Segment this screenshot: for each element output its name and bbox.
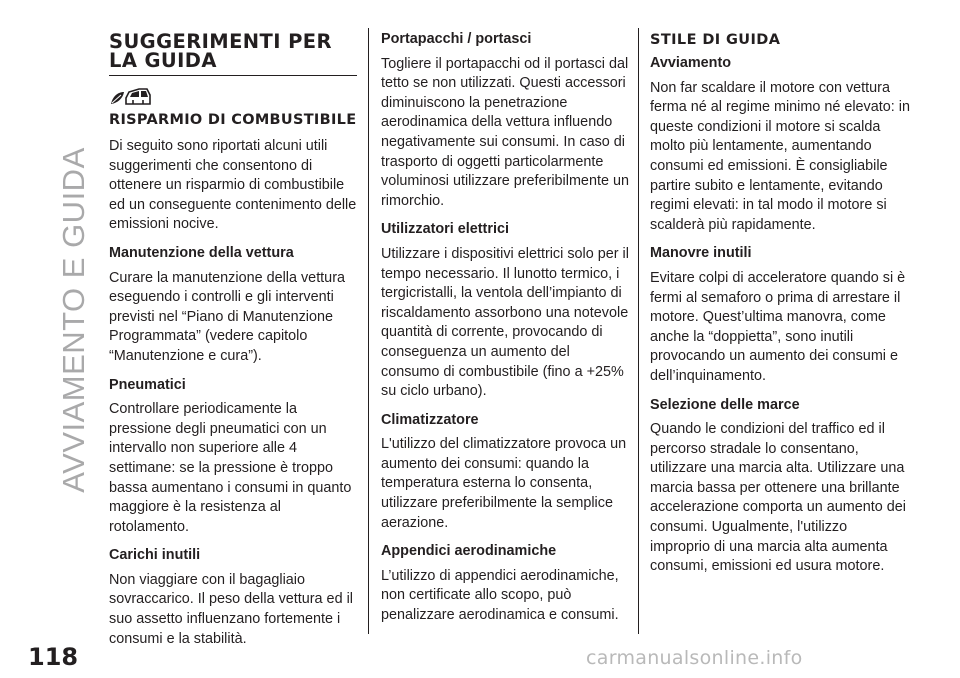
paragraph-pneumatici: Controllare periodicamente la pressione degli pneumatici con un intervallo non superiore alle 4 settimane: se la pressione è troppo bassa aumentano i consumi in quanto maggiore è la resistenza al rotolamento.: [109, 401, 352, 535]
paragraph-manovre: Evitare colpi di acceleratore quando si è fermi al semaforo o prima di arrestare il motore. Quest’ultima manovra, come anche la “doppietta”, sono inutili provocando un aumento dei consumi e dell’inquinamento.: [650, 269, 906, 384]
heading-marce: Selezione delle marce: [650, 396, 800, 413]
paragraph-appendici: L’utilizzo di appendici aerodinamiche, non certificate allo scopo, può penalizzare aerodinamica e consumi.: [381, 567, 619, 624]
page-number: 118: [28, 643, 79, 671]
column-divider: [368, 28, 369, 634]
column-1: [109, 30, 359, 658]
paragraph-utilizzatori: Utilizzare i dispositivi elettrici solo per il tempo necessario. Il lunotto termico, i tergicristalli, la ventola dell’impianto di riscaldamento assorbono una notevole quantità di corrente, provocando di conseguenza un aumento del consumo di combustibile (fino a +25% su ciclo urbano).: [381, 245, 629, 400]
heading-pneumatici: Pneumatici: [109, 376, 186, 393]
chapter-side-title: AVVIAMENTO E GUIDA: [56, 147, 91, 493]
intro-paragraph: Di seguito sono riportati alcuni utili suggerimenti che consentono di ottenere un risparmio di combustibile ed un conseguente contenimento delle emissioni nocive.: [109, 138, 357, 233]
paragraph-marce: Quando le condizioni del traffico ed il percorso stradale lo consentano, utilizzare una marcia alta. Utilizzare una marcia bassa per ottenere una brillante accelerazione comporta un aumento dei consumi. Ugualmente, l'utilizzo improprio di una marcia alta aumenta consumi, emissioni ed usura motore.: [650, 421, 906, 575]
paragraph-manutenzione: Curare la manutenzione della vettura eseguendo i controlli e gli interventi previsti nel “Piano di Manutenzione Programmata” (vedere capitolo “Manutenzione e cura”).: [109, 269, 345, 364]
page-title: SUGGERIMENTI PER LA GUIDA: [109, 30, 357, 76]
heading-utilizzatori: Utilizzatori elettrici: [381, 221, 509, 238]
heading-climatizzatore: Climatizzatore: [381, 411, 479, 428]
heading-avviamento: Avviamento: [650, 55, 732, 71]
column-3: [650, 30, 910, 586]
paragraph-portapacchi: Togliere il portapacchi od il portasci dal tetto se non utilizzati. Questi accessori diminuiscono la penetrazione aerodinamica della vettura influendo negativamente sui consumi. In caso di trasporto di oggetti particolarmente voluminosi utilizzare preferibilmente un rimorchio.: [381, 55, 629, 209]
section-title: RISPARMIO DI COMBUSTIBILE: [109, 112, 357, 128]
heading-portapacchi: Portapacchi / portasci: [381, 31, 532, 47]
paragraph-avviamento: Non far scaldare il motore con vettura ferma né al regime minimo né elevato: in queste condizioni il motore si scalda molto più lentamente, aumentando consumi ed emissioni. È consigliabile partire subito e lentamente, evitando regimi elevati: in tal modo il motore si scalderà più rapidamente.: [650, 79, 910, 233]
column-divider: [638, 28, 639, 634]
paragraph-carichi: Non viaggiare con il bagagliaio sovraccarico. Il peso della vettura ed il suo assetto influenzano fortemente i consumi e la stabilità.: [109, 571, 353, 647]
heading-appendici: Appendici aerodinamiche: [381, 543, 557, 560]
heading-manovre: Manovre inutili: [650, 245, 752, 262]
column-2: [381, 30, 631, 635]
eco-car-icon: [109, 85, 359, 107]
watermark-url: carmanualsonline.info: [586, 647, 803, 669]
paragraph-climatizzatore: L'utilizzo del climatizzatore provoca un aumento dei consumi: quando la temperatura esterna lo consenta, utilizzare preferibilmente la semplice aerazione.: [381, 436, 627, 531]
heading-manutenzione: Manutenzione della vettura: [109, 244, 294, 261]
section-title-stile: STILE DI GUIDA: [650, 32, 781, 48]
heading-carichi: Carichi inutili: [109, 547, 201, 564]
